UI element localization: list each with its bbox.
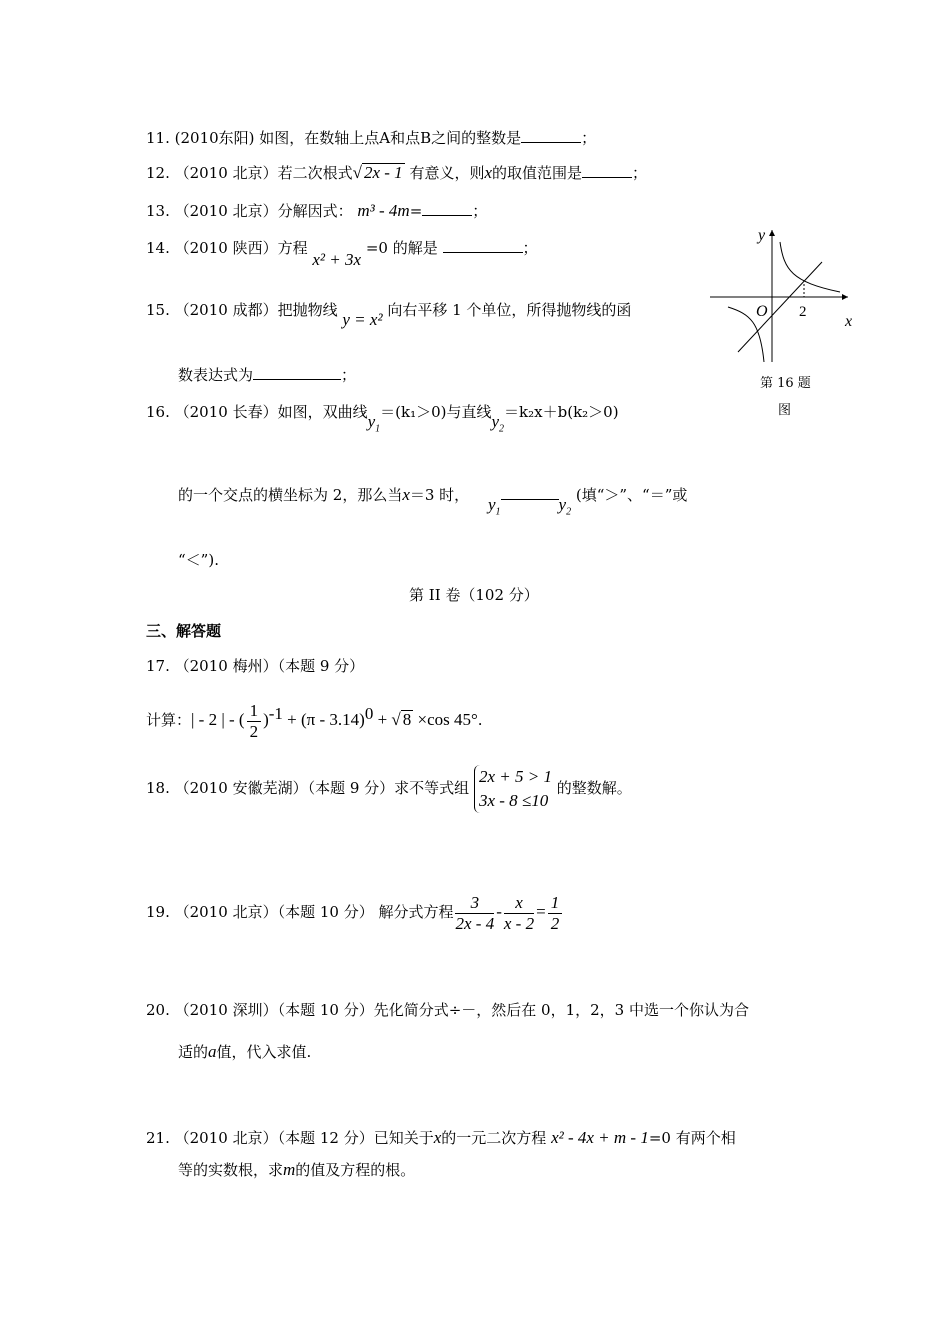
q-number: 11.: [146, 129, 170, 147]
fraction: $\frac{1}{2}$: [548, 893, 563, 934]
q-number: 20.: [146, 1001, 170, 1019]
math-expression: m³ - 4m: [357, 201, 410, 220]
q-end: ；: [632, 164, 648, 182]
minus: -: [496, 902, 502, 921]
q-text: （2010 北京）若二次根式: [174, 164, 353, 182]
radicand: 2x - 1: [363, 163, 403, 182]
math-part: ×cos 45°: [413, 710, 478, 729]
q-number: 16.: [146, 403, 170, 421]
y1-symbol: $y_1$: [367, 412, 381, 435]
answer-blank[interactable]: [253, 365, 341, 380]
question-11: [146, 128, 596, 148]
figure-caption: 第 16 题: [760, 376, 811, 391]
line-y2: [738, 262, 822, 352]
q-number: 13.: [146, 202, 170, 220]
equals: =: [536, 902, 546, 921]
exponent: 0: [364, 704, 374, 723]
fraction: $\frac{1}{2}$: [247, 701, 262, 742]
calc-label: 计算：: [146, 711, 192, 729]
section-3-title: 三、解答题: [146, 622, 222, 640]
q-number: 17.: [146, 657, 170, 675]
q-text: 的整数解。: [556, 779, 632, 797]
q-end: ；: [522, 239, 538, 257]
exponent: -1: [268, 704, 283, 723]
y2-symbol: $y_2$: [558, 495, 572, 518]
y-label: y: [758, 227, 766, 244]
variable: x: [402, 485, 410, 504]
answer-blank[interactable]: [521, 128, 581, 143]
question-20: [146, 1000, 749, 1020]
q-text: =0 的解是: [365, 239, 438, 257]
answer-blank[interactable]: [422, 201, 472, 216]
question-16-line3: [178, 550, 219, 570]
fraction: $\frac{3}{2x - 4}$: [455, 892, 495, 933]
origin-label: O: [756, 303, 768, 320]
equals: =: [409, 202, 423, 220]
q-text: 的一个交点的横坐标为 2，那么当: [178, 486, 403, 504]
question-14: [146, 238, 538, 269]
q-number: 14.: [146, 239, 170, 257]
q-text: 的一元二次方程: [441, 1129, 547, 1147]
x-label: x: [845, 313, 853, 330]
math-part: + (π - 3.14): [282, 710, 365, 729]
math-expression: x² - 4x + m - 1: [551, 1128, 649, 1147]
q-end: ；: [472, 202, 488, 220]
math-expression: x² + 3x: [312, 250, 362, 269]
sqrt-sign: √: [352, 163, 362, 182]
tick-label: 2: [799, 304, 807, 320]
section-2-title: 第 II 卷（102 分）: [409, 586, 539, 604]
question-16: [146, 402, 619, 435]
q-end: ；: [341, 366, 357, 384]
q-text: （2010 深圳）（本题 10 分）先化简分式÷－，然后在 0，1，2，3 中选一个你认为合: [174, 1001, 749, 1019]
question-16-line2: [178, 485, 688, 518]
fraction: $\frac{x}{x - 2}$: [503, 892, 535, 933]
q-text: ＝k₂x＋b(k₂＞0): [504, 403, 619, 421]
question-21-line2: [178, 1160, 415, 1180]
q-text: 有意义，则: [409, 164, 485, 182]
math-expression: y = x²: [342, 310, 383, 329]
q-text: ＝3 时，: [409, 486, 470, 504]
q-text: “＜”).: [178, 551, 219, 569]
q-text: (填“＞”、“＝”或: [575, 486, 688, 504]
q-text: 适的: [178, 1043, 209, 1061]
q-text: 的值及方程的根。: [295, 1161, 416, 1179]
variable: x: [433, 1128, 442, 1147]
radicand: 8: [402, 710, 412, 729]
q-text: 值，代入求值.: [216, 1043, 312, 1061]
answer-blank[interactable]: [582, 163, 632, 178]
question-17-expression: [146, 692, 483, 742]
figure-16-graph: [700, 222, 865, 422]
q-text: ＝(k₁＞0)与直线: [380, 403, 492, 421]
question-18: [146, 762, 632, 814]
variable: x: [484, 163, 492, 182]
question-19: [146, 890, 564, 934]
question-15-line2: [178, 365, 356, 385]
question-13: [146, 201, 487, 221]
inequality-system: [474, 765, 552, 813]
q-text: （2010 长春）如图，双曲线: [174, 403, 368, 421]
q-number: 19.: [146, 903, 170, 921]
inequality-1: 2x + 5 > 1: [478, 767, 552, 786]
q-text: 的取值范围是: [492, 164, 583, 182]
inequality-2: 3x - 8 ≤10: [478, 791, 549, 810]
y1-symbol: $y_1$: [487, 495, 501, 518]
q-text: 数表达式为: [178, 366, 254, 384]
math-part: ): [263, 710, 269, 729]
q-text: （2010 成都）把抛物线: [174, 301, 338, 319]
q-text: （2010 梅州）（本题 9 分）: [174, 657, 365, 675]
q-text: （2010 北京）分解因式：: [174, 202, 353, 220]
q-text: (2010东阳) 如图，在数轴上点A和点B之间的整数是: [174, 129, 522, 147]
variable: a: [208, 1042, 217, 1061]
q-number: 12.: [146, 164, 170, 182]
q-number: 18.: [146, 779, 170, 797]
q-text: 等的实数根，求: [178, 1161, 284, 1179]
q-number: 21.: [146, 1129, 170, 1147]
sqrt-sign: √: [391, 710, 401, 729]
y2-symbol: $y_2$: [491, 412, 505, 435]
hyperbola-branch-1: [780, 242, 840, 292]
q-text: （2010 北京）（本题 10 分） 解分式方程: [174, 903, 454, 921]
q-text: （2010 北京）（本题 12 分）已知关于: [174, 1129, 434, 1147]
q-text: （2010 陕西）方程: [174, 239, 308, 257]
q-end: ；: [581, 129, 597, 147]
q-end: .: [477, 711, 483, 729]
question-15: [146, 300, 632, 329]
answer-blank[interactable]: [443, 238, 523, 253]
q-text: =0 有两个相: [648, 1129, 736, 1147]
math-part: | - 2 | - (: [191, 710, 245, 729]
q-text: （2010 安徽芜湖）（本题 9 分）求不等式组: [174, 779, 470, 797]
math-part: +: [373, 710, 392, 729]
q-number: 15.: [146, 301, 170, 319]
figure-caption-2: 图: [778, 403, 792, 418]
question-17: [146, 656, 364, 676]
variable: m: [283, 1160, 296, 1179]
question-12: [146, 163, 647, 183]
question-20-line2: [178, 1042, 311, 1062]
q-text: 向右平移 1 个单位，所得抛物线的函: [387, 301, 632, 319]
question-21: [146, 1128, 736, 1148]
answer-blank[interactable]: [501, 485, 559, 500]
